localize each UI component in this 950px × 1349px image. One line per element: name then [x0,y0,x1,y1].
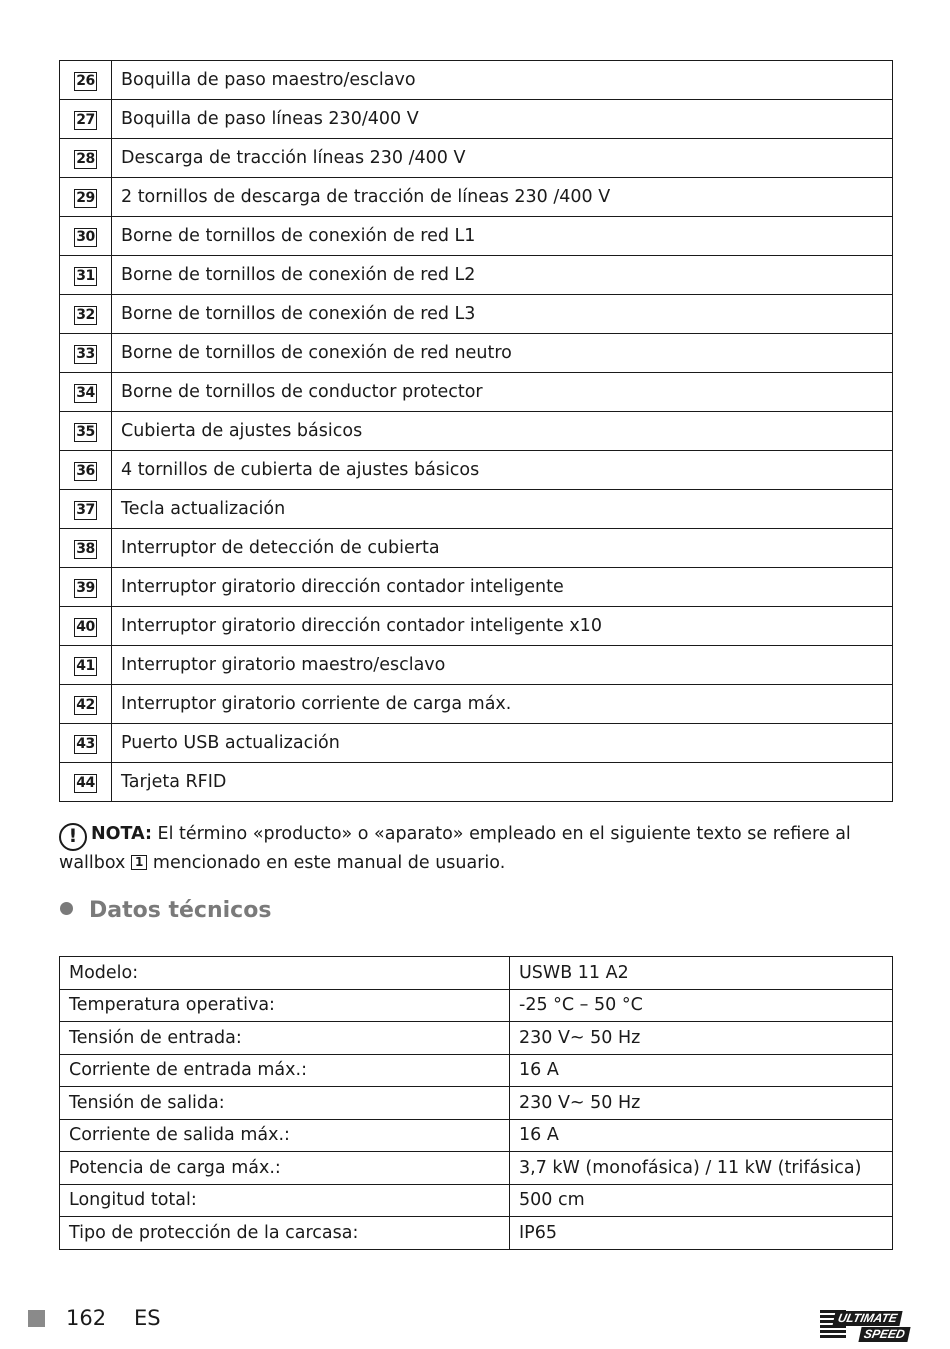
note-reference-number: 1 [131,855,147,870]
part-number-cell [60,412,112,451]
parts-row [60,763,893,802]
logo-text-bottom: SPEED [858,1327,910,1342]
spec-label: Tensión de salida: [60,1087,510,1120]
part-number-cell [60,568,112,607]
part-description: Tarjeta RFID [112,763,893,802]
part-number-cell [60,490,112,529]
spec-row [60,989,893,1022]
part-description: Interruptor giratorio maestro/esclavo [112,646,893,685]
parts-row [60,295,893,334]
part-number-cell [60,724,112,763]
specs-table [59,956,893,1250]
part-number: 39 [76,579,95,596]
logo-text-top: ULTIMATE [832,1311,902,1326]
parts-row [60,100,893,139]
exclamation-circle-icon: ! [59,823,87,851]
parts-row [60,685,893,724]
part-number-cell [60,295,112,334]
parts-row [60,61,893,100]
part-description: Boquilla de paso maestro/esclavo [112,61,893,100]
spec-value: 16 A [510,1054,893,1087]
spec-row [60,1054,893,1087]
spec-row [60,1022,893,1055]
spec-value: IP65 [510,1217,893,1250]
parts-table-body [60,61,893,802]
part-number-cell [60,529,112,568]
page-number: 162 [66,1306,107,1330]
part-description: Borne de tornillos de conexión de red L3 [112,295,893,334]
note-text-before: El término «producto» o «aparato» empleado en el siguiente texto se refiere al wallbox [59,824,851,873]
language-code: ES [134,1306,161,1330]
parts-row [60,256,893,295]
part-number: 43 [76,735,95,752]
part-number: 34 [76,384,95,401]
spec-label: Tipo de protección de la carcasa: [60,1217,510,1250]
part-description: Boquilla de paso líneas 230/400 V [112,100,893,139]
part-number: 30 [76,228,95,245]
parts-row [60,724,893,763]
parts-row [60,334,893,373]
part-number-cell [60,334,112,373]
spec-value: 500 cm [510,1184,893,1217]
part-number-cell [60,178,112,217]
note-label: NOTA: [91,824,152,844]
parts-row [60,412,893,451]
parts-row [60,139,893,178]
spec-label: Temperatura operativa: [60,989,510,1022]
part-number: 31 [76,267,95,284]
part-description: 4 tornillos de cubierta de ajustes básicos [112,451,893,490]
spec-value: 16 A [510,1119,893,1152]
parts-row [60,490,893,529]
spec-label: Corriente de salida máx.: [60,1119,510,1152]
part-number-cell [60,217,112,256]
part-number-cell [60,685,112,724]
part-number-cell [60,373,112,412]
spec-label: Tensión de entrada: [60,1022,510,1055]
parts-row [60,529,893,568]
parts-row [60,451,893,490]
part-number-cell [60,646,112,685]
bullet-icon [60,902,73,915]
part-number: 40 [76,618,95,635]
spec-row [60,1087,893,1120]
part-number: 27 [76,111,95,128]
parts-row [60,607,893,646]
part-number: 28 [76,150,95,167]
part-number: 29 [76,189,95,206]
part-number-cell [60,139,112,178]
spec-label: Corriente de entrada máx.: [60,1054,510,1087]
spec-row [60,957,893,990]
part-description: Interruptor giratorio corriente de carga máx. [112,685,893,724]
part-description: Interruptor giratorio dirección contador inteligente [112,568,893,607]
part-number: 44 [76,774,95,791]
part-description: Interruptor giratorio dirección contador inteligente x10 [112,607,893,646]
spec-value: USWB 11 A2 [510,957,893,990]
section-heading [60,898,271,923]
part-number: 37 [76,501,95,518]
part-description: Borne de tornillos de conexión de red L2 [112,256,893,295]
part-number: 42 [76,696,95,713]
part-number: 35 [76,423,95,440]
parts-row [60,646,893,685]
spec-row [60,1119,893,1152]
part-number-cell [60,61,112,100]
footer-marker-square [28,1310,45,1327]
part-number-cell [60,100,112,139]
specs-table-body [60,957,893,1250]
part-number: 38 [76,540,95,557]
part-number-cell [60,763,112,802]
spec-label: Potencia de carga máx.: [60,1152,510,1185]
part-number-cell [60,256,112,295]
part-description: 2 tornillos de descarga de tracción de líneas 230 /400 V [112,178,893,217]
note-paragraph [59,822,899,875]
part-number-cell [60,451,112,490]
part-number: 33 [76,345,95,362]
spec-row [60,1152,893,1185]
parts-row [60,373,893,412]
parts-row [60,568,893,607]
parts-row [60,217,893,256]
part-description: Cubierta de ajustes básicos [112,412,893,451]
part-number: 26 [76,72,95,89]
spec-row [60,1184,893,1217]
part-description: Puerto USB actualización [112,724,893,763]
part-number: 41 [76,657,95,674]
parts-table [59,60,893,802]
part-number: 32 [76,306,95,323]
part-description: Descarga de tracción líneas 230 /400 V [112,139,893,178]
brand-logo [820,1310,926,1344]
part-description: Interruptor de detección de cubierta [112,529,893,568]
spec-label: Longitud total: [60,1184,510,1217]
part-number: 36 [76,462,95,479]
part-description: Borne de tornillos de conexión de red neutro [112,334,893,373]
parts-row [60,178,893,217]
part-description: Tecla actualización [112,490,893,529]
spec-value: -25 °C – 50 °C [510,989,893,1022]
spec-row [60,1217,893,1250]
spec-value: 230 V~ 50 Hz [510,1087,893,1120]
spec-value: 230 V~ 50 Hz [510,1022,893,1055]
part-description: Borne de tornillos de conexión de red L1 [112,217,893,256]
part-description: Borne de tornillos de conductor protector [112,373,893,412]
section-title: Datos técnicos [89,898,272,923]
note-text-after: mencionado en este manual de usuario. [147,853,506,873]
spec-label: Modelo: [60,957,510,990]
spec-value: 3,7 kW (monofásica) / 11 kW (trifásica) [510,1152,893,1185]
part-number-cell [60,607,112,646]
